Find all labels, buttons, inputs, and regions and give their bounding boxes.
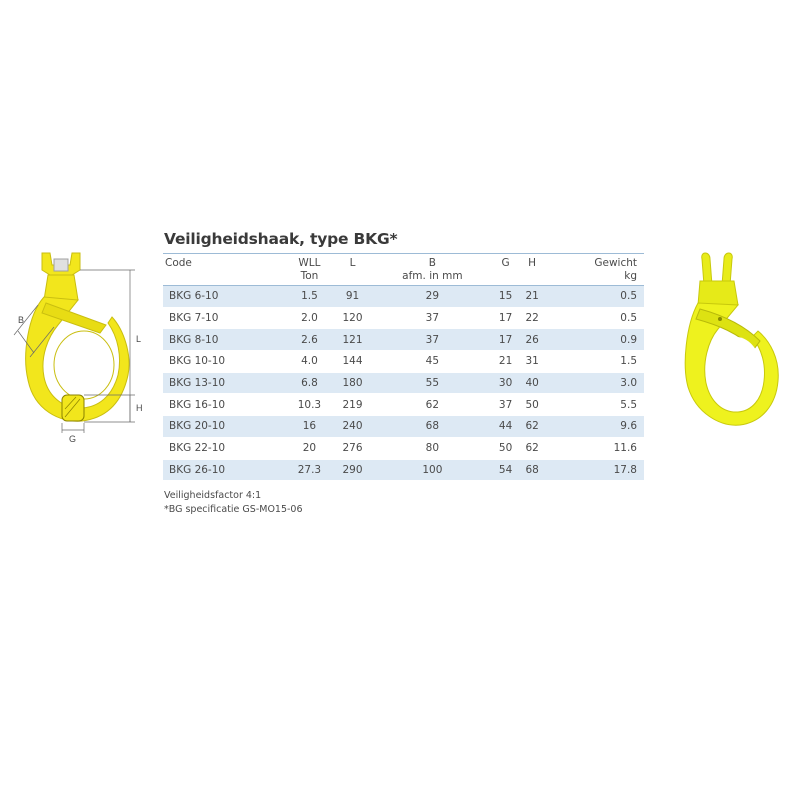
header-code <box>163 254 286 286</box>
cell-h: 50 <box>519 394 546 416</box>
cell-b: 37 <box>372 329 492 351</box>
cell-l: 276 <box>333 437 373 459</box>
cell-code: BKG 13-10 <box>163 372 286 394</box>
cell-g: 17 <box>492 307 519 329</box>
table-row <box>163 286 644 308</box>
cell-code: BKG 22-10 <box>163 437 286 459</box>
cell-g: 37 <box>492 394 519 416</box>
cell-code: BKG 10-10 <box>163 351 286 373</box>
header-b-unit: afm. in mm <box>402 270 463 282</box>
footnotes <box>164 489 303 517</box>
header-wll-label: WLL <box>298 257 321 269</box>
header-l <box>333 254 373 286</box>
specification-note: *BG specificatie GS-MO15-06 <box>164 504 303 515</box>
table-header-row <box>163 254 644 286</box>
cell-h: 21 <box>519 286 546 308</box>
header-b <box>372 254 492 286</box>
cell-b: 100 <box>372 459 492 481</box>
cell-wll: 20 <box>286 437 332 459</box>
page-title: Veiligheidshaak, type BKG* <box>164 230 398 248</box>
cell-h: 62 <box>519 437 546 459</box>
header-g <box>492 254 519 286</box>
header-h <box>519 254 546 286</box>
cell-l: 180 <box>333 372 373 394</box>
header-wll <box>286 254 332 286</box>
cell-h: 26 <box>519 329 546 351</box>
cell-code: BKG 7-10 <box>163 307 286 329</box>
cell-l: 144 <box>333 351 373 373</box>
cell-wll: 27.3 <box>286 459 332 481</box>
safety-factor-note: Veiligheidsfactor 4:1 <box>164 490 262 501</box>
cell-h: 22 <box>519 307 546 329</box>
cell-code: BKG 6-10 <box>163 286 286 308</box>
hook-product-image <box>672 245 782 435</box>
cell-b: 37 <box>372 307 492 329</box>
table-row <box>163 351 644 373</box>
cell-l: 290 <box>333 459 373 481</box>
cell-code: BKG 8-10 <box>163 329 286 351</box>
header-g-label: G <box>501 257 510 269</box>
cell-g: 21 <box>492 351 519 373</box>
cell-weight: 5.5 <box>545 394 644 416</box>
cell-weight: 17.8 <box>545 459 644 481</box>
cell-wll: 1.5 <box>286 286 332 308</box>
cell-h: 31 <box>519 351 546 373</box>
table-row <box>163 394 644 416</box>
cell-l: 121 <box>333 329 373 351</box>
table-row <box>163 437 644 459</box>
header-wll-unit: Ton <box>300 270 319 282</box>
cell-b: 55 <box>372 372 492 394</box>
table-row <box>163 372 644 394</box>
cell-wll: 6.8 <box>286 372 332 394</box>
specification-table <box>163 253 644 481</box>
cell-weight: 1.5 <box>545 351 644 373</box>
header-code-label: Code <box>165 257 192 269</box>
dim-label-H: H <box>136 403 143 413</box>
cell-g: 17 <box>492 329 519 351</box>
cell-wll: 10.3 <box>286 394 332 416</box>
cell-g: 54 <box>492 459 519 481</box>
table-row <box>163 416 644 438</box>
cell-code: BKG 26-10 <box>163 459 286 481</box>
cell-l: 120 <box>333 307 373 329</box>
table-row <box>163 329 644 351</box>
cell-l: 240 <box>333 416 373 438</box>
cell-weight: 0.9 <box>545 329 644 351</box>
cell-l: 91 <box>333 286 373 308</box>
dim-label-B: B <box>18 315 25 325</box>
cell-g: 30 <box>492 372 519 394</box>
dim-label-G: G <box>69 434 77 444</box>
cell-code: BKG 20-10 <box>163 416 286 438</box>
cell-b: 68 <box>372 416 492 438</box>
header-l-label: L <box>349 257 356 269</box>
header-h-label: H <box>528 257 537 269</box>
cell-b: 29 <box>372 286 492 308</box>
cell-h: 40 <box>519 372 546 394</box>
cell-weight: 0.5 <box>545 307 644 329</box>
cell-g: 44 <box>492 416 519 438</box>
cell-wll: 4.0 <box>286 351 332 373</box>
header-weight-unit: kg <box>624 270 637 282</box>
cell-wll: 2.6 <box>286 329 332 351</box>
cell-b: 45 <box>372 351 492 373</box>
table-row <box>163 459 644 481</box>
cell-weight: 9.6 <box>545 416 644 438</box>
header-weight-label: Gewicht <box>594 257 637 269</box>
cell-code: BKG 16-10 <box>163 394 286 416</box>
cell-wll: 2.0 <box>286 307 332 329</box>
cell-wll: 16 <box>286 416 332 438</box>
cell-g: 15 <box>492 286 519 308</box>
cell-weight: 0.5 <box>545 286 644 308</box>
cell-l: 219 <box>333 394 373 416</box>
cell-weight: 3.0 <box>545 372 644 394</box>
table-row <box>163 307 644 329</box>
cell-b: 80 <box>372 437 492 459</box>
dim-label-L: L <box>136 334 142 344</box>
cell-h: 62 <box>519 416 546 438</box>
cell-b: 62 <box>372 394 492 416</box>
hook-dimension-drawing <box>10 225 160 460</box>
cell-weight: 11.6 <box>545 437 644 459</box>
header-b-label: B <box>428 257 436 269</box>
cell-h: 68 <box>519 459 546 481</box>
cell-g: 50 <box>492 437 519 459</box>
header-weight <box>545 254 644 286</box>
